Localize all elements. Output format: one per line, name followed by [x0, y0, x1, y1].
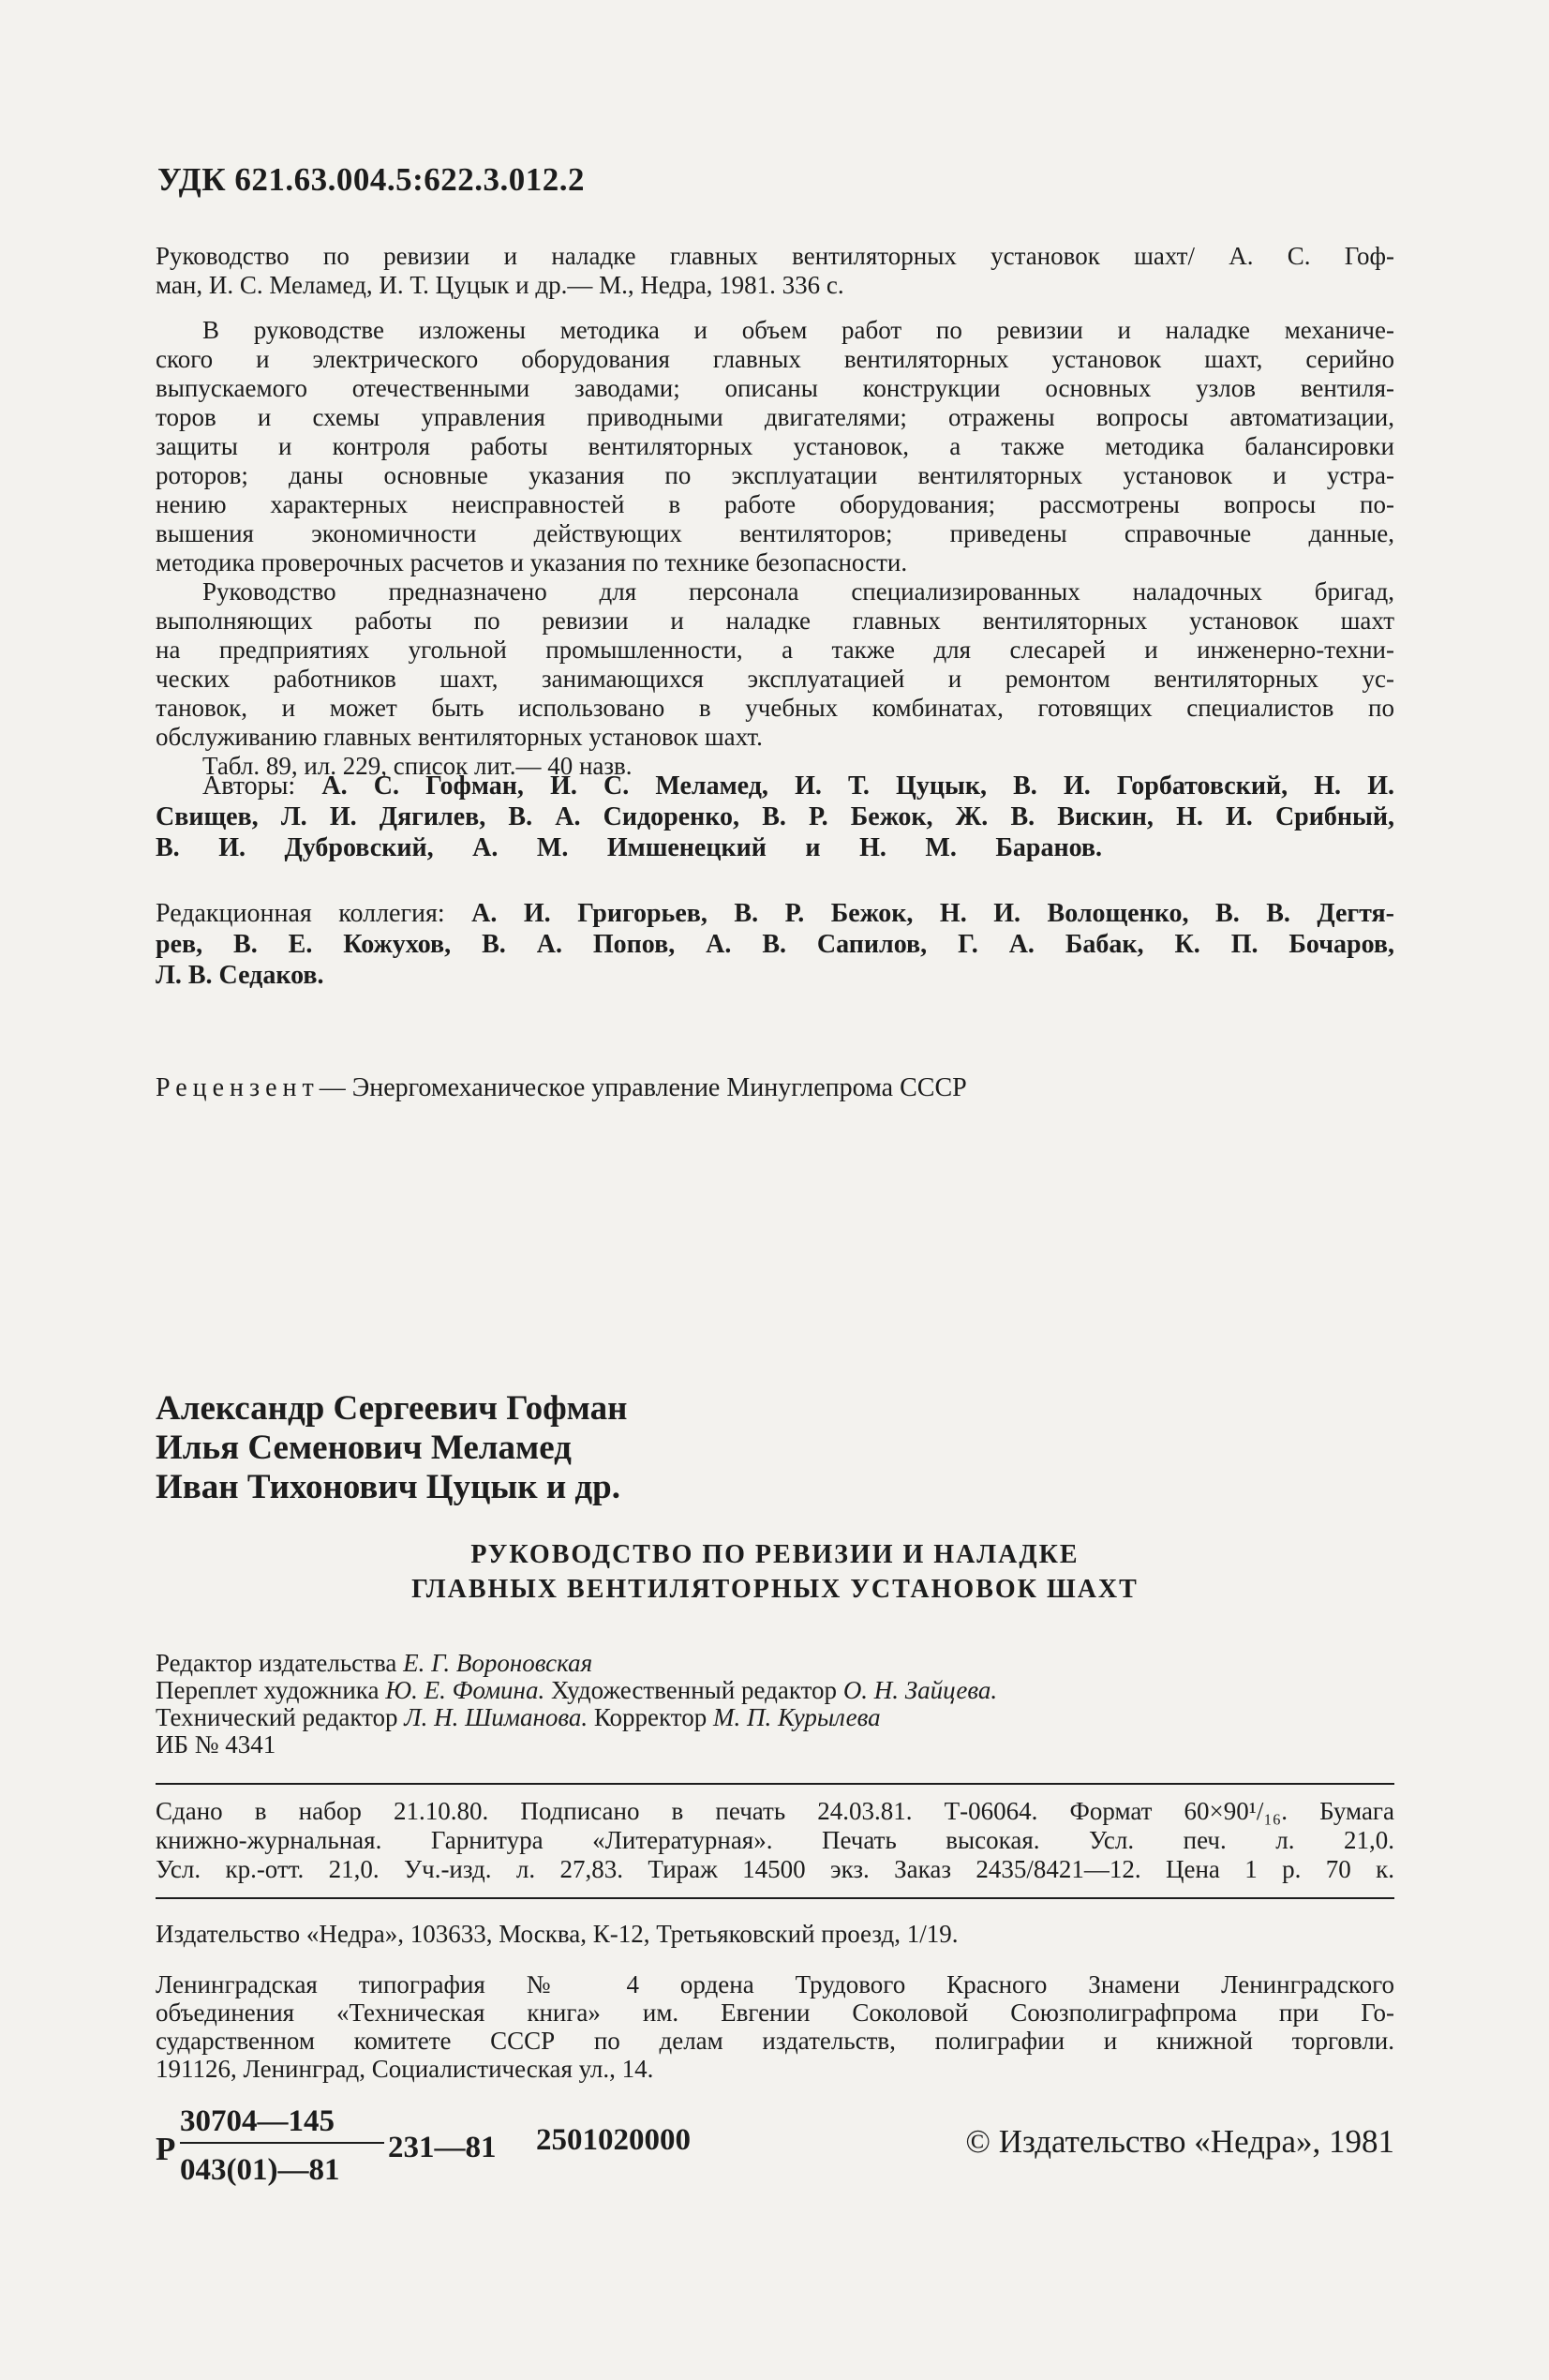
abstract	[156, 316, 1394, 781]
title-line: ГЛАВНЫХ ВЕНТИЛЯТОРНЫХ УСТАНОВОК ШАХТ	[411, 1575, 1139, 1604]
text-line	[156, 898, 1394, 929]
printer-info	[156, 1970, 1394, 2083]
text-line: сударственном комитете СССР по делам издательств, полиграфии и книжной торговли.	[156, 2027, 1394, 2055]
staff-line	[156, 1650, 1394, 1677]
text-line: методика проверочных расчетов и указания по технике безопасности.	[156, 548, 908, 576]
editorial-board	[156, 898, 1394, 991]
editorial-line: рев, В. Е. Кожухов, В. А. Попов, А. В. Сапилов, Г. А. Бабак, К. П. Бочаров,	[156, 930, 1394, 959]
editorial-label: Редакционная коллегия:	[156, 899, 445, 928]
text-line: роторов; даны основные указания по эксплуатации вентиляторных установок и устра-	[156, 461, 1394, 489]
staff-label: Переплет художника	[156, 1676, 380, 1704]
code-prefix: Р	[156, 2131, 176, 2167]
staff-name: Ю. Е. Фомина.	[385, 1676, 545, 1704]
code-numerator: 30704—145	[180, 2104, 335, 2138]
text-line: Руководство предназначено для персонала специализированных наладочных бригад,	[202, 577, 1394, 606]
staff-label: Редактор издательства	[156, 1649, 397, 1677]
text-line: торов и схемы управления приводными двигателями; отражены вопросы автоматизации,	[156, 403, 1394, 431]
author-name: Илья Семенович Меламед	[156, 1429, 572, 1467]
publication-details	[156, 1797, 1394, 1884]
editorial-line: А. И. Григорьев, В. Р. Бежок, Н. И. Волощенко, В. В. Дегтя-	[471, 899, 1395, 928]
classification-code	[156, 2104, 1394, 2217]
text-line: ского и электрического оборудования главных вентиляторных установок шахт, серийно	[156, 345, 1394, 373]
text-line: книжно-журнальная. Гарнитура «Литературная». Печать высокая. Усл. печ. л. 21,0.	[156, 1826, 1394, 1854]
fraction-bar	[180, 2142, 384, 2144]
authors-block	[156, 771, 1394, 863]
code-denominator: 043(01)—81	[180, 2153, 340, 2187]
staff-name: М. П. Курылева	[713, 1703, 881, 1731]
reviewer-line	[156, 1073, 1394, 1103]
divider	[156, 1897, 1394, 1899]
text-line: ман, И. С. Меламед, И. Т. Цуцык и др.— М., Недра, 1981. 336 с.	[156, 271, 844, 299]
text-line: Ленинградская типография № 4 ордена Трудового Красного Знамени Ленинградского	[156, 1970, 1394, 1998]
authors-label: Авторы:	[202, 771, 296, 801]
author-names	[156, 1389, 1394, 1507]
publisher-address: Издательство «Недра», 103633, Москва, К-12, Третьяковский проезд, 1/19.	[156, 1920, 959, 1948]
udk-code: УДК 621.63.004.5:622.3.012.2	[157, 161, 586, 198]
book-title	[156, 1537, 1394, 1607]
editorial-staff	[156, 1650, 1394, 1759]
title-line: РУКОВОДСТВО ПО РЕВИЗИИ И НАЛАДКЕ	[470, 1540, 1080, 1569]
text-line: тановок, и может быть использовано в учебных комбинатах, готовящих специалистов по	[156, 694, 1394, 722]
authors-line: В. И. Дубровский, А. М. Имшенецкий и Н. М. Баранов.	[156, 833, 1102, 862]
staff-line	[156, 1677, 1394, 1704]
bibliographic-reference	[156, 242, 1394, 300]
text-line: выполняющих работы по ревизии и наладке главных вентиляторных установок шахт	[156, 606, 1394, 635]
text-line: выпускаемого отечественными заводами; описаны конструкции основных узлов вентиля-	[156, 374, 1394, 402]
text-line: на предприятиях угольной промышленности, а также для слесарей и инженерно-техни-	[156, 636, 1394, 664]
staff-line	[156, 1704, 1394, 1731]
text-line	[156, 771, 1394, 801]
reviewer-label: Рецензент	[156, 1073, 320, 1102]
text-line: объединения «Техническая книга» им. Евгении Соколовой Союзполиграфпрома при Го-	[156, 1998, 1394, 2027]
staff-label: Корректор	[593, 1703, 707, 1731]
text-line: защиты и контроля работы вентиляторных установок, а также методика балансировки	[156, 432, 1394, 460]
text-line: Сдано в набор 21.10.80. Подписано в печать 24.03.81. Т-06064. Формат 60×90¹/₁₆. Бумага	[156, 1797, 1394, 1825]
abstract-paragraph-1	[156, 316, 1394, 577]
author-name: Иван Тихонович Цуцык и др.	[156, 1468, 620, 1506]
abstract-paragraph-2	[156, 577, 1394, 752]
reviewer-text: — Энергомеханическое управление Минуглепрома СССР	[319, 1073, 967, 1102]
staff-label: Технический редактор	[156, 1703, 398, 1731]
authors-line: Свищев, Л. И. Дягилев, В. А. Сидоренко, В. Р. Бежок, Ж. В. Вискин, Н. И. Срибный,	[156, 802, 1394, 831]
copyright-notice: © Издательство «Недра», 1981	[965, 2123, 1394, 2160]
staff-name: О. Н. Зайцева.	[842, 1676, 998, 1704]
text-line: нению характерных неисправностей в работе оборудования; рассмотрены вопросы по-	[156, 490, 1394, 518]
stats-line: Табл. 89, ил. 229, список лит.— 40 назв.	[202, 752, 633, 780]
editorial-line: Л. В. Седаков.	[156, 961, 324, 990]
author-name: Александр Сергеевич Гофман	[156, 1389, 628, 1428]
code-number: 2501020000	[536, 2123, 691, 2157]
staff-name: Л. Н. Шиманова.	[404, 1703, 588, 1731]
code-middle: 231—81	[388, 2131, 497, 2164]
staff-label: Художественный редактор	[550, 1676, 838, 1704]
text-line: В руководстве изложены методика и объем работ по ревизии и наладке механиче-	[202, 316, 1394, 344]
text-line: Усл. кр.-отт. 21,0. Уч.-изд. л. 27,83. Тираж 14500 экз. Заказ 2435/8421—12. Цена 1 р. 70 к.	[156, 1855, 1394, 1883]
text-line: 191126, Ленинград, Социалистическая ул., 14.	[156, 2055, 654, 2083]
text-line: вышения экономичности действующих вентиляторов; приведены справочные данные,	[156, 519, 1394, 547]
staff-name: Е. Г. Вороновская	[403, 1649, 593, 1677]
text-line: ческих работников шахт, занимающихся эксплуатацией и ремонтом вентиляторных ус-	[156, 665, 1394, 693]
text-line: Руководство по ревизии и наладке главных вентиляторных установок шахт/ А. С. Гоф-	[156, 242, 1394, 270]
divider	[156, 1783, 1394, 1785]
authors-line: А. С. Гофман, И. С. Меламед, И. Т. Цуцык, В. И. Горбатовский, Н. И.	[321, 771, 1395, 801]
ib-number: ИБ № 4341	[156, 1730, 276, 1759]
text-line: обслуживанию главных вентиляторных установок шахт.	[156, 723, 763, 751]
